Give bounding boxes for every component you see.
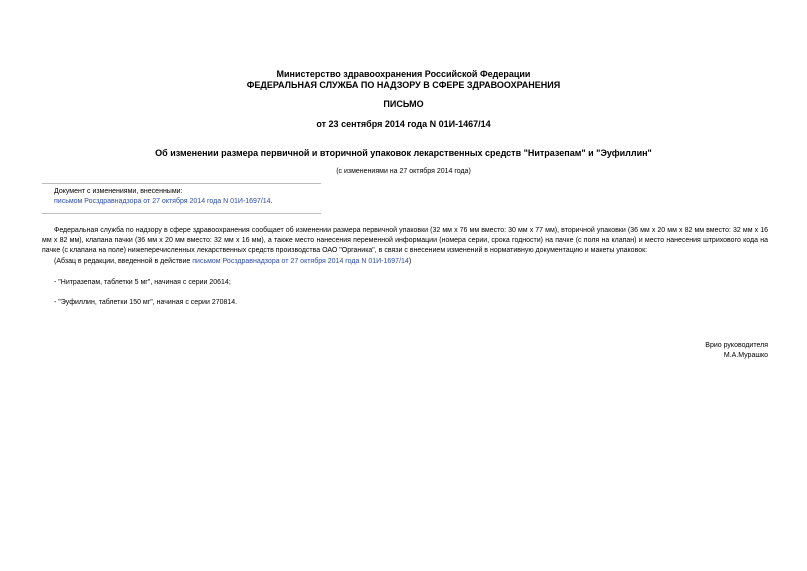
list-item: - "Эуфиллин, таблетки 150 мг", начиная с серии 270814. [54,299,238,306]
letter-subject: Об изменении размера первичной и вторичной упаковок лекарственных средств "Нитразепам" и "Эуфиллин" [155,148,652,158]
changes-note [54,187,324,207]
signature-name: М.А.Мурашко [723,352,768,359]
edition-link[interactable]: письмом Росздравнадзора от 27 октября 2014 года N 01И-1697/14 [192,258,409,265]
service-title: ФЕДЕРАЛЬНАЯ СЛУЖБА ПО НАДЗОРУ В СФЕРЕ ЗДРАВООХРАНЕНИЯ [246,80,561,90]
divider-top [42,183,321,184]
letter-date: от 23 сентября 2014 года N 01И-1467/14 [316,119,491,129]
body-paragraph [42,226,768,256]
body-paragraph-text: Федеральная служба по надзору в сфере здравоохранения сообщает об изменении размера первичной упаковки (32 мм х 76 мм вместо: 30 мм х 77 мм), вторичной упаковки (36 мм х 20 мм х 82 мм вместо: 32 мм х 16 мм х 82 мм), клапана пачки (36 мм х 20 мм вместо: 32 мм х 16 мм), а также место нанесения переменной информации (номера серии, срока годности) на пачке (с поля на клапан) и место нанесения штрихового кода на пачке (с клапана на поле) нижеперечисленных лекарственных средств производства ОАО "Органика", в связи с внесением изменений в нормативную документацию и макеты упаковок: [42,227,768,254]
divider-bottom [42,213,321,214]
changes-link[interactable]: письмом Росздравнадзора от 27 октября 2014 года N 01И-1697/14 [54,198,271,205]
changes-intro: Документ с изменениями, внесенными: [54,188,183,195]
letter-type: ПИСЬМО [383,99,424,109]
edition-prefix: (Абзац в редакции, введенной в действие [54,258,193,265]
list-item: - "Нитразепам, таблетки 5 мг", начиная с серии 20614; [54,279,231,286]
edition-note [54,257,411,267]
changes-link-line [54,197,324,207]
signature-position: Врио руководителя [705,342,768,349]
edition-suffix: ) [408,258,412,265]
changes-link-suffix: . [270,198,273,205]
revision-note: (с изменениями на 27 октября 2014 года) [336,168,471,175]
ministry-title: Министерство здравоохранения Российской Федерации [276,69,531,79]
